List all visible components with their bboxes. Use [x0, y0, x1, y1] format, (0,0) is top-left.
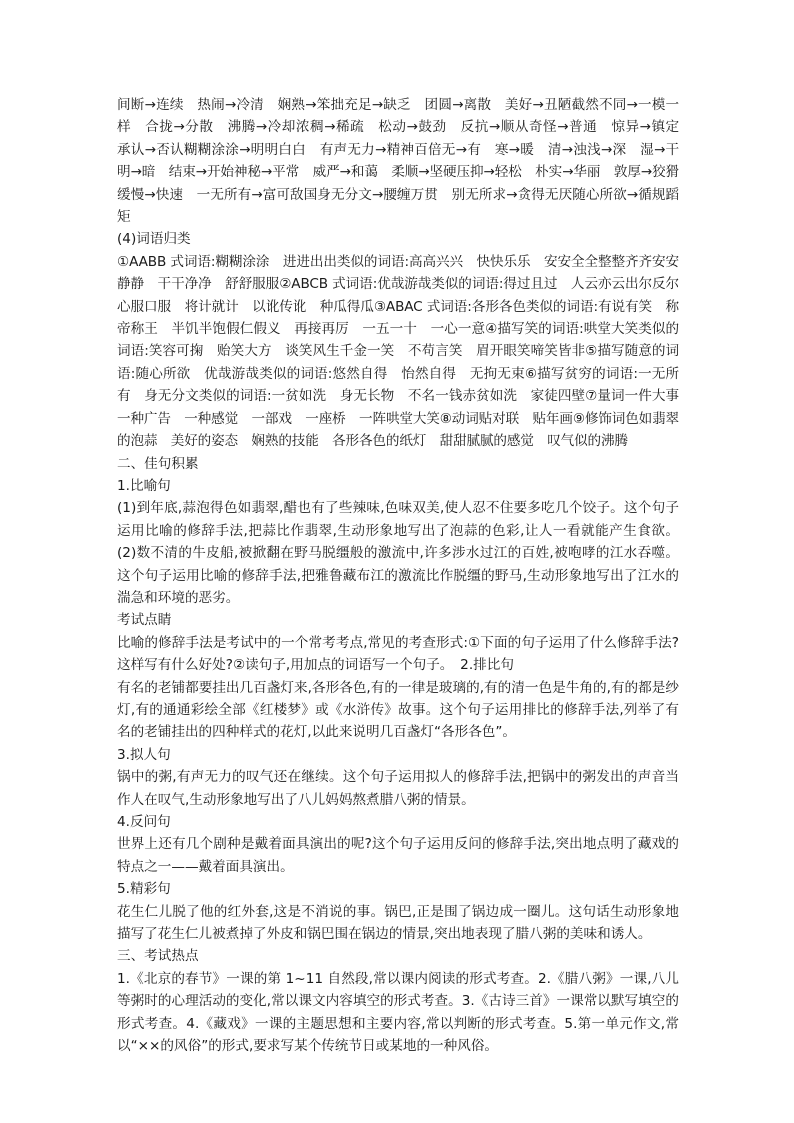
subheading-exam-focus: 考试点睛: [117, 612, 172, 629]
personification-paragraph: 锅中的粥,有声无力的叹气还在继续。这个句子运用拟人的修辞手法,把锅中的粥发出的声音当作人在叹气,生动形象地写出了八儿妈妈熬煮腊八粥的情景。: [117, 769, 679, 808]
section-heading-word-groups: (4)词语归类: [117, 231, 191, 248]
subheading-simile: 1.比喻句: [117, 477, 171, 494]
subheading-rhetorical-question: 4.反问句: [117, 814, 171, 830]
subheading-personification: 3.拟人句: [117, 746, 171, 763]
section-heading-good-sentences: 二、佳句积累: [117, 455, 199, 472]
excellent-sentence-paragraph: 花生仁儿脱了他的红外套,这是不消说的事。锅巴,正是围了锅边成一圈儿。这句话生动形象地描写了花生仁儿被煮掉了外皮和锅巴围在锅边的情景,突出地表现了腊八粥的美味和诱人。: [117, 903, 679, 943]
section-heading-exam-hotspots: 三、考试热点: [117, 948, 199, 965]
simile-paragraph: (1)到年底,蒜泡得色如翡翠,醋也有了些辣味,色味双美,使人忍不住要多吃几个饺子。这个句子运用比喻的修辞手法,把蒜比作翡翠,生动形象地写出了泡蒜的色彩,让人一看就能产生食欲。(2)数不清的牛皮船,被掀翻在野马脱缰般的激流中,许多涉水过江的百姓,被咆哮的江水吞噬。这个句子运用比喻的修辞手法,把雅鲁藏布江的激流比作脱缰的野马,生动形象地写出了江水的湍急和环境的恶劣。: [117, 500, 679, 606]
document-page: [117, 94, 693, 1057]
rhetorical-question-paragraph: 世界上还有几个剧种是戴着面具演出的呢?这个句子运用反问的修辞手法,突出地点明了藏戏的特点之一——戴着面具演出。: [117, 836, 679, 875]
antonym-list: 间断→连续 热闹→冷清 娴熟→笨拙充足→缺乏 团圆→离散 美好→丑陋截然不同→一模一样 合拢→分散 沸腾→冷却浓稠→稀疏 松动→鼓劲 反抗→顺从奇怪→普通 惊异→镇定 承认→否认糊糊涂涂→明明白白 有声无力→精神百倍无→有 寒→暖 清→浊浅→深 湿→干 明→暗 结束→开始神秘→平常 威严→和蔼 柔顺→坚硬压抑→轻松 朴实→华丽 敦厚→狡猾缓慢→快速 一无所有→富可敌国身无分文→腰缠万贯 别无所求→贪得无厌随心所欲→循规蹈矩: [117, 97, 693, 226]
exam-hotspots-paragraph: 1.《北京的春节》一课的第 1~11 自然段,常以课内阅读的形式考查。2.《腊八粥》一课,八儿等粥时的心理活动的变化,常以课文内容填空的形式考查。3.《古诗三首》一课常以默写填空的形式考查。4.《藏戏》一课的主题思想和主要内容,常以判断的形式考查。5.第一单元作文,常以“××的风俗”的形式,要求写某个传统节日或某地的一种风俗。: [117, 970, 679, 1055]
subheading-excellent-sentence: 5.精彩句: [117, 881, 171, 898]
exam-focus-paragraph: 比喻的修辞手法是考试中的一个常考考点,常见的考查形式:①下面的句子运用了什么修辞手法?这样写有什么好处?②读句子,用加点的词语写一个句子。 2.排比句: [117, 634, 679, 674]
word-groups-paragraph: ①AABB 式词语:糊糊涂涂 进进出出类似的词语:高高兴兴 快快乐乐 安安全全整整齐齐安安静静 干干净净 舒舒服服②ABCB 式词语:优哉游哉类似的词语:得过且过 人云亦云出尔反尔心服口服 将计就计 以讹传讹 种瓜得瓜③ABAC 式词语:各形各色类似的词语:有说有笑 称帝称王 半饥半饱假仁假义 再接再厉 一五一十 一心一意④描写笑的词语:哄堂大笑类似的词语:笑容可掬 贻笑大方 谈笑风生千金一笑 不苟言笑 眉开眼笑啼笑皆非⑤描写随意的词语:随心所欲 优哉游哉类似的词语:悠然自得 怡然自得 无拘无束⑥描写贫穷的词语:一无所有 身无分文类似的词语:一贫如洗 身无长物 不名一钱赤贫如洗 家徒四壁⑦量词一件大事 一种广告 一种感觉 一部戏 一座桥 一阵哄堂大笑⑧动词贴对联 贴年画⑨修饰词色如翡翠的泡蒜 美好的姿态 娴熟的技能 各形各色的纸灯 甜甜腻腻的感觉 叹气似的沸腾: [117, 253, 693, 450]
parallelism-paragraph: 有名的老铺都要挂出几百盏灯来,各形各色,有的一律是玻璃的,有的清一色是牛角的,有的都是纱灯,有的通通彩绘全部《红楼梦》或《水浒传》故事。这个句子运用排比的修辞手法,列举了有名的老铺挂出的四种样式的花灯,以此来说明几百盏灯“各形各色”。: [117, 679, 679, 741]
